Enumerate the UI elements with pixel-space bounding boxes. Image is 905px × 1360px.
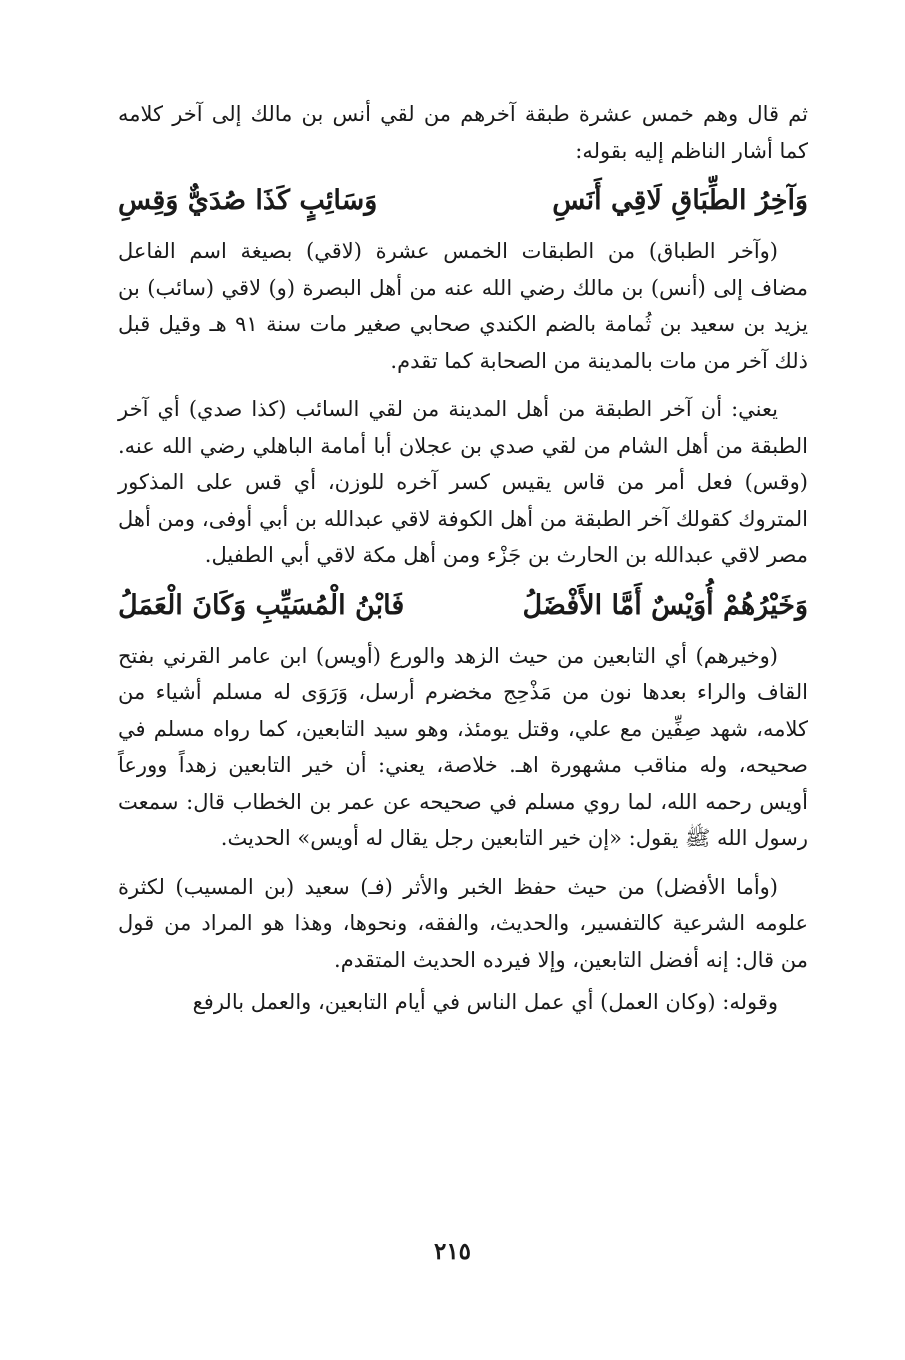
verse-1-right-hemistich: وَآخِرُ الطِّبَاقِ لَاقِي أَنَسِ (552, 185, 808, 216)
intro-paragraph: ثم قال وهم خمس عشرة طبقة آخرهم من لقي أنس بن مالك إلى آخر كلامه كما أشار الناظم إليه بقوله: (118, 102, 808, 163)
page-number: ٢١٥ (433, 1238, 472, 1265)
commentary-paragraph-4: (وأما الأفضل) من حيث حفظ الخبر والأثر (فـ) سعيد (بن المسيب) لكثرة علومه الشرعية كالتفسير، والحديث، والفقه، ونحوها، وهذا هو المراد من قول من قال: إنه أفضل التابعين، وإلا فيرده الحديث المتقدم. (118, 874, 808, 972)
verse-line-2 (118, 584, 808, 628)
commentary-paragraph-5: وقوله: (وكان العمل) أي عمل الناس في أيام التابعين، والعمل بالرفع (192, 990, 778, 1014)
page-body (118, 96, 808, 1021)
verse-1-left-hemistich: وَسَائِبٍ كَذَا صُدَيٌّ وَقِسِ (118, 185, 378, 216)
commentary-paragraph-1: (وآخر الطباق) من الطبقات الخمس عشرة (لاقي) بصيغة اسم الفاعل مضاف إلى (أنس) بن مالك رضي الله عنه من أهل البصرة (و) لاقي (سائب) بن يزيد بن سعيد بن ثُمامة بالضم الكندي صحابي صغير مات سنة ٩١ هـ وقيل قبل ذلك آخر من مات بالمدينة من الصحابة كما تقدم. (118, 239, 809, 373)
verse-2-left-hemistich: فَابْنُ الْمُسَيِّبِ وَكَانَ الْعَمَلُ (118, 589, 405, 621)
verse-2-right-hemistich: وَخَيْرُهُمْ أُوَيْسٌ أَمَّا الأَفْضَلُ (522, 589, 808, 621)
commentary-paragraph-3: (وخيرهم) أي التابعين من حيث الزهد والورع (أويس) ابن عامر القرني بفتح القاف والراء بعدها نون من مَذْحِج مخضرم أرسل، وَرَوَى له مسلم أشياء من كلامه، شهد صِفِّين مع علي، وقتل يومئذ، وهو سيد التابعين، كما رواه مسلم في صحيحه، وله مناقب مشهورة اهـ. خلاصة، يعني: أن خير التابعين زهداً وورعاً أويس رحمه الله، لما روي مسلم في صحيحه عن عمر بن الخطاب قال: سمعت رسول الله ﷺ يقول: «إن خير التابعين رجل يقال له أويس» الحديث. (118, 643, 808, 850)
verse-line-1 (118, 179, 808, 223)
commentary-paragraph-2: يعني: أن آخر الطبقة من أهل المدينة من لقي السائب (كذا صدي) أي آخر الطبقة من أهل الشام من لقي صدي بن عجلان أبا أمامة الباهلي رضي الله عنه. (وقس) فعل أمر من قاس يقيس كسر آخره للوزن، أي قس على المذكور المتروك كقولك آخر الطبقة من أهل الكوفة لاقي عبدالله بن أبي أوفى، ومن أهل مصر لاقي عبدالله بن الحارث بن جَزْء ومن أهل مكة لاقي أبي الطفيل. (118, 397, 808, 567)
